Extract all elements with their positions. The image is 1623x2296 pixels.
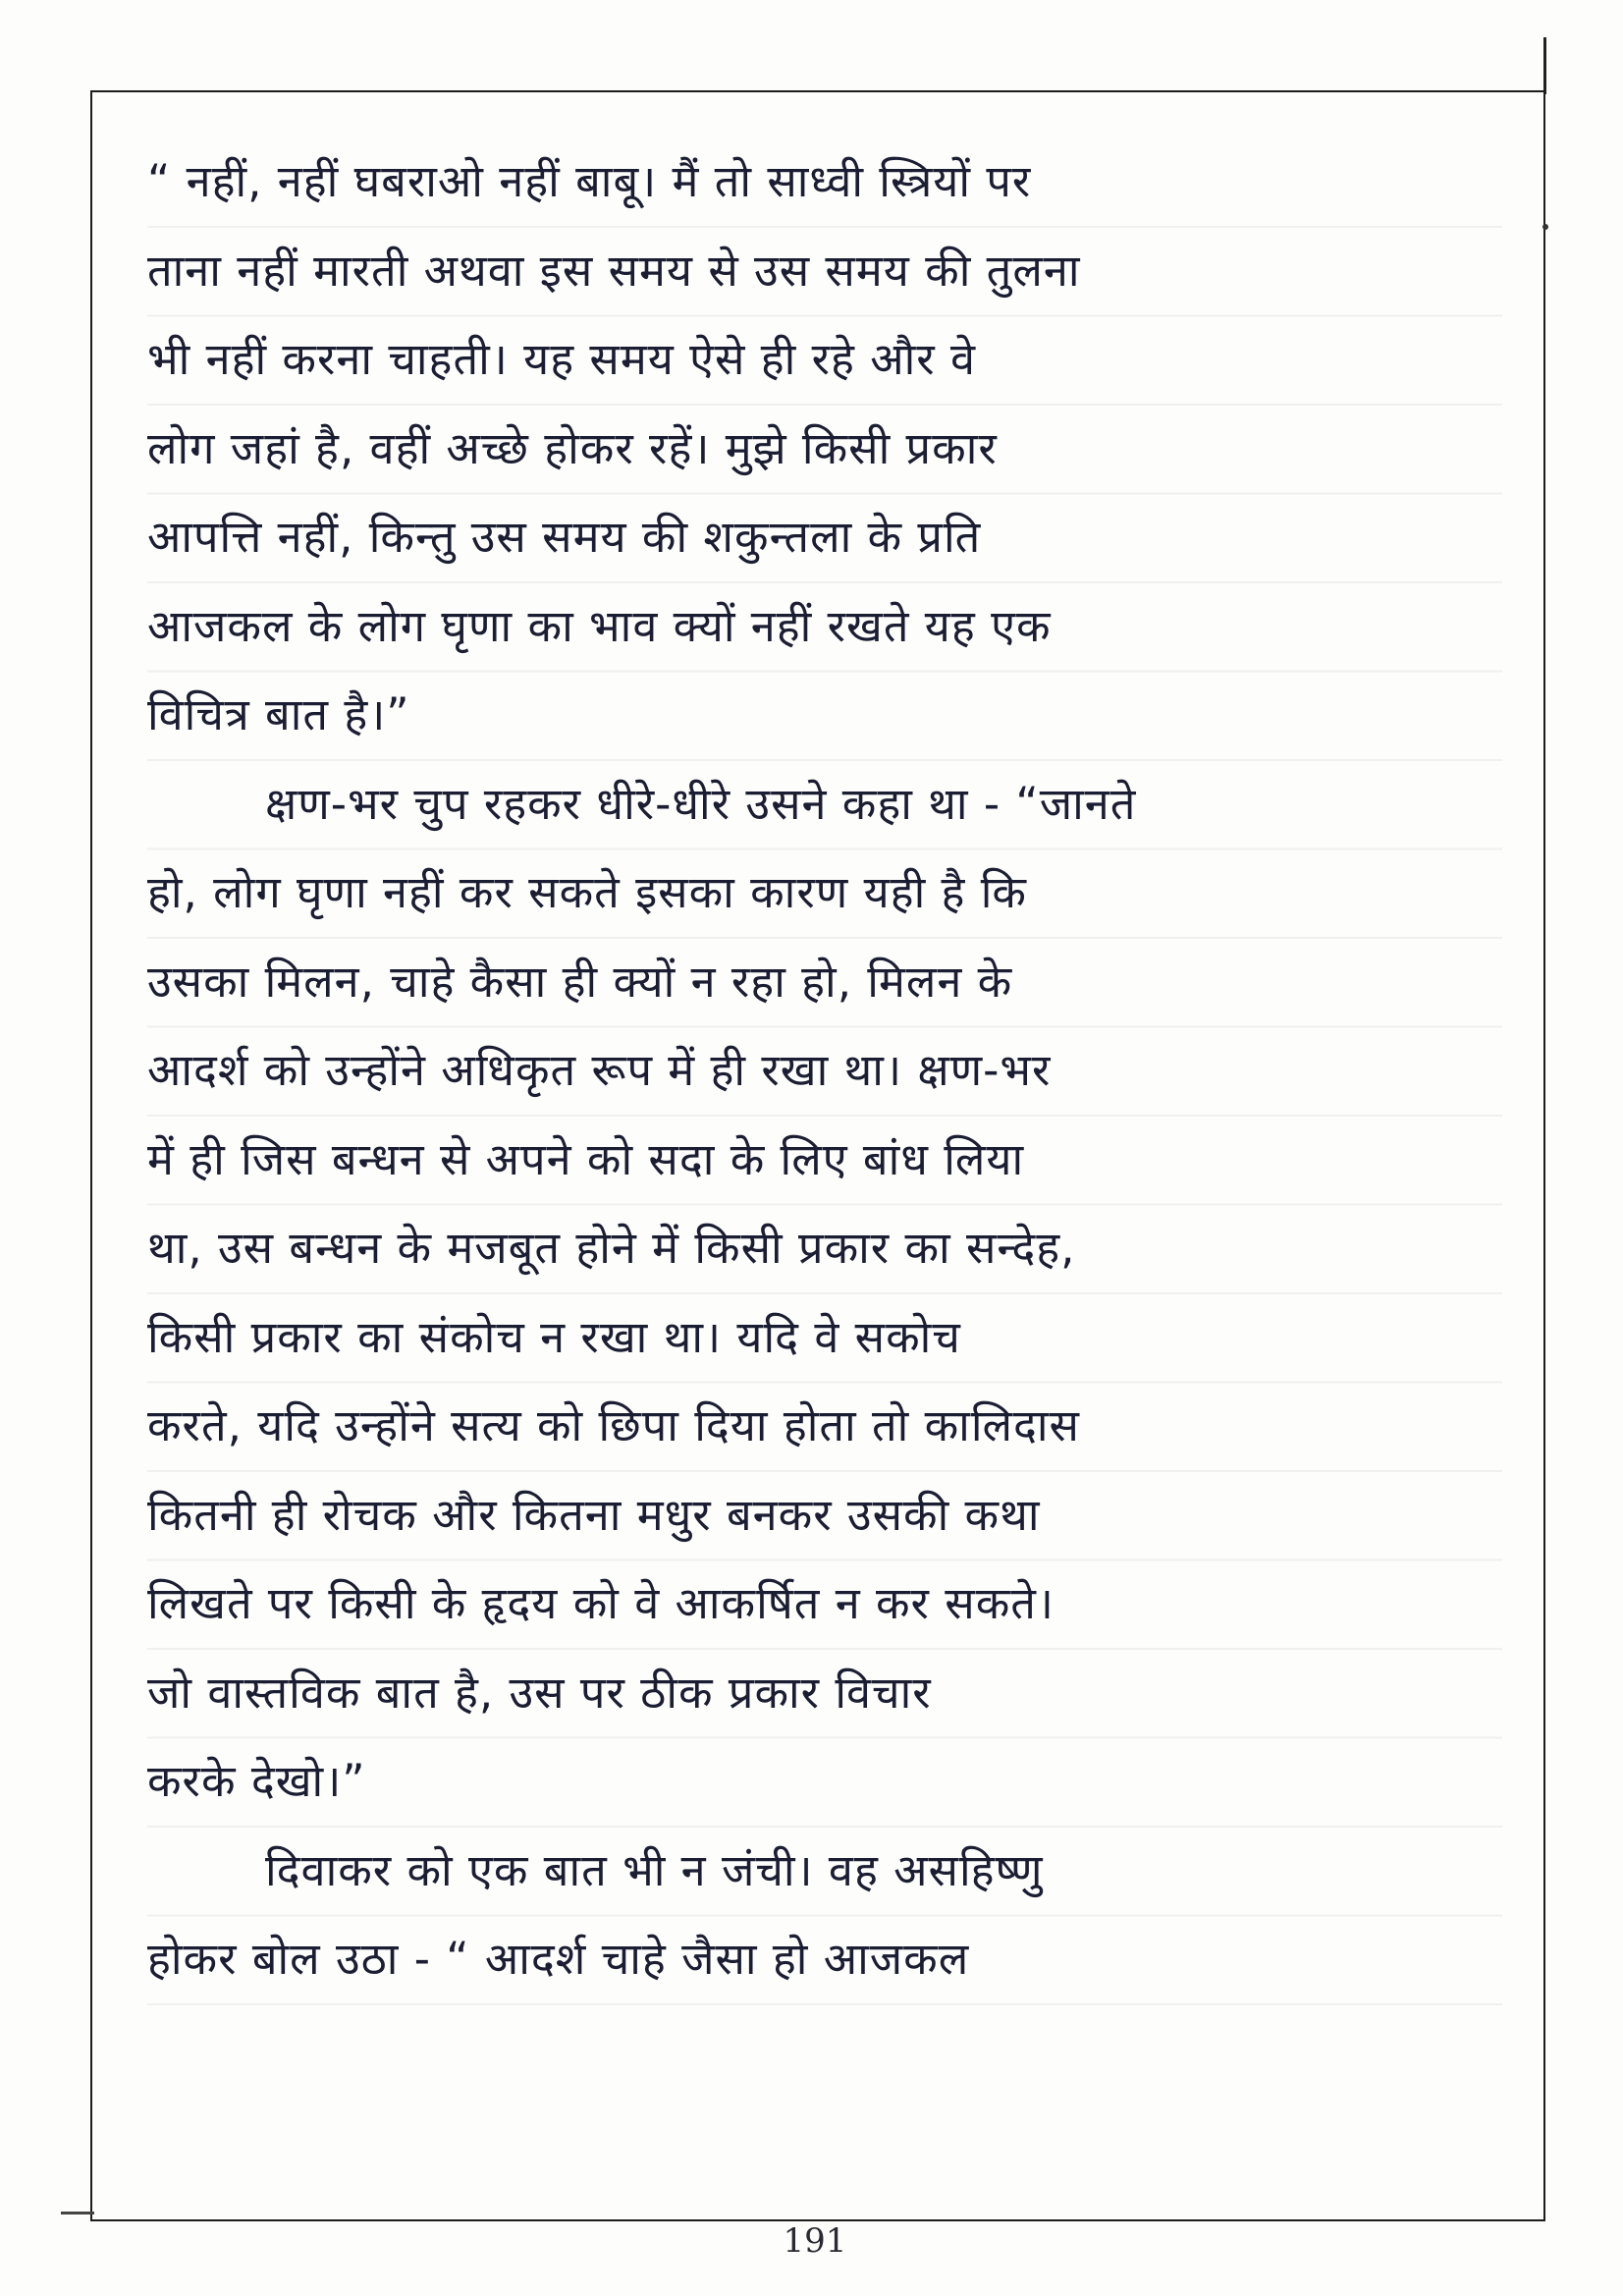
frame-mark-right	[1543, 37, 1546, 94]
text-line: में ही जिस बन्धन से अपने को सदा के लिए बांध लिया	[147, 1132, 1025, 1185]
text-line: भी नहीं करना चाहती। यह समय ऐसे ही रहे और वे	[147, 333, 976, 385]
text-line: आजकल के लोग घृणा का भाव क्यों नहीं रखते यह एक	[147, 599, 1052, 652]
text-line: हो, लोग घृणा नहीं कर सकते इसका कारण यही है कि	[147, 866, 1027, 918]
margin-dot	[1542, 224, 1548, 230]
text-line: उसका मिलन, चाहे कैसा ही क्यों न रहा हो, मिलन के	[147, 955, 1013, 1008]
text-line: दिवाकर को एक बात भी न जंची। वह असहिष्णु	[265, 1843, 1044, 1896]
page-number: 191	[783, 2221, 847, 2261]
text-line: लोग जहां है, वहीं अच्छे होकर रहें। मुझे किसी प्रकार	[147, 421, 998, 474]
text-line: ताना नहीं मारती अथवा इस समय से उस समय की तुलना	[147, 244, 1081, 297]
text-line: करते, यदि उन्होंने सत्य को छिपा दिया होता तो कालिदास	[147, 1399, 1080, 1451]
handwritten-text	[147, 137, 1502, 2004]
text-line: आदर्श को उन्होंने अधिकृत रूप में ही रखा था। क्षण-भर	[147, 1044, 1052, 1096]
text-line: करके देखो।”	[147, 1755, 366, 1807]
text-line: होकर बोल उठा - “ आदर्श चाहे जैसा हो आजकल	[147, 1933, 970, 1985]
text-line: आपत्ति नहीं, किन्तु उस समय की शकुन्तला के प्रति	[147, 511, 982, 563]
text-line: किसी प्रकार का संकोच न रखा था। यदि वे सकोच	[147, 1310, 961, 1363]
text-line: “ नहीं, नहीं घबराओ नहीं बाबू। मैं तो साध्वी स्त्रियों पर	[147, 155, 1032, 207]
text-line: लिखते पर किसी के हृदय को वे आकर्षित न कर सकते।	[147, 1577, 1055, 1629]
text-line: विचित्र बात है।”	[147, 688, 410, 740]
text-line: जो वास्तविक बात है, उस पर ठीक प्रकार विचार	[147, 1666, 932, 1719]
frame-mark-left	[61, 2212, 94, 2214]
text-line: था, उस बन्धन के मजबूत होने में किसी प्रकार का सन्देह,	[147, 1222, 1076, 1274]
text-line: क्षण-भर चुप रहकर धीरे-धीरे उसने कहा था - “जानते	[265, 777, 1137, 830]
text-line: कितनी ही रोचक और कितना मधुर बनकर उसकी कथा	[147, 1488, 1041, 1541]
